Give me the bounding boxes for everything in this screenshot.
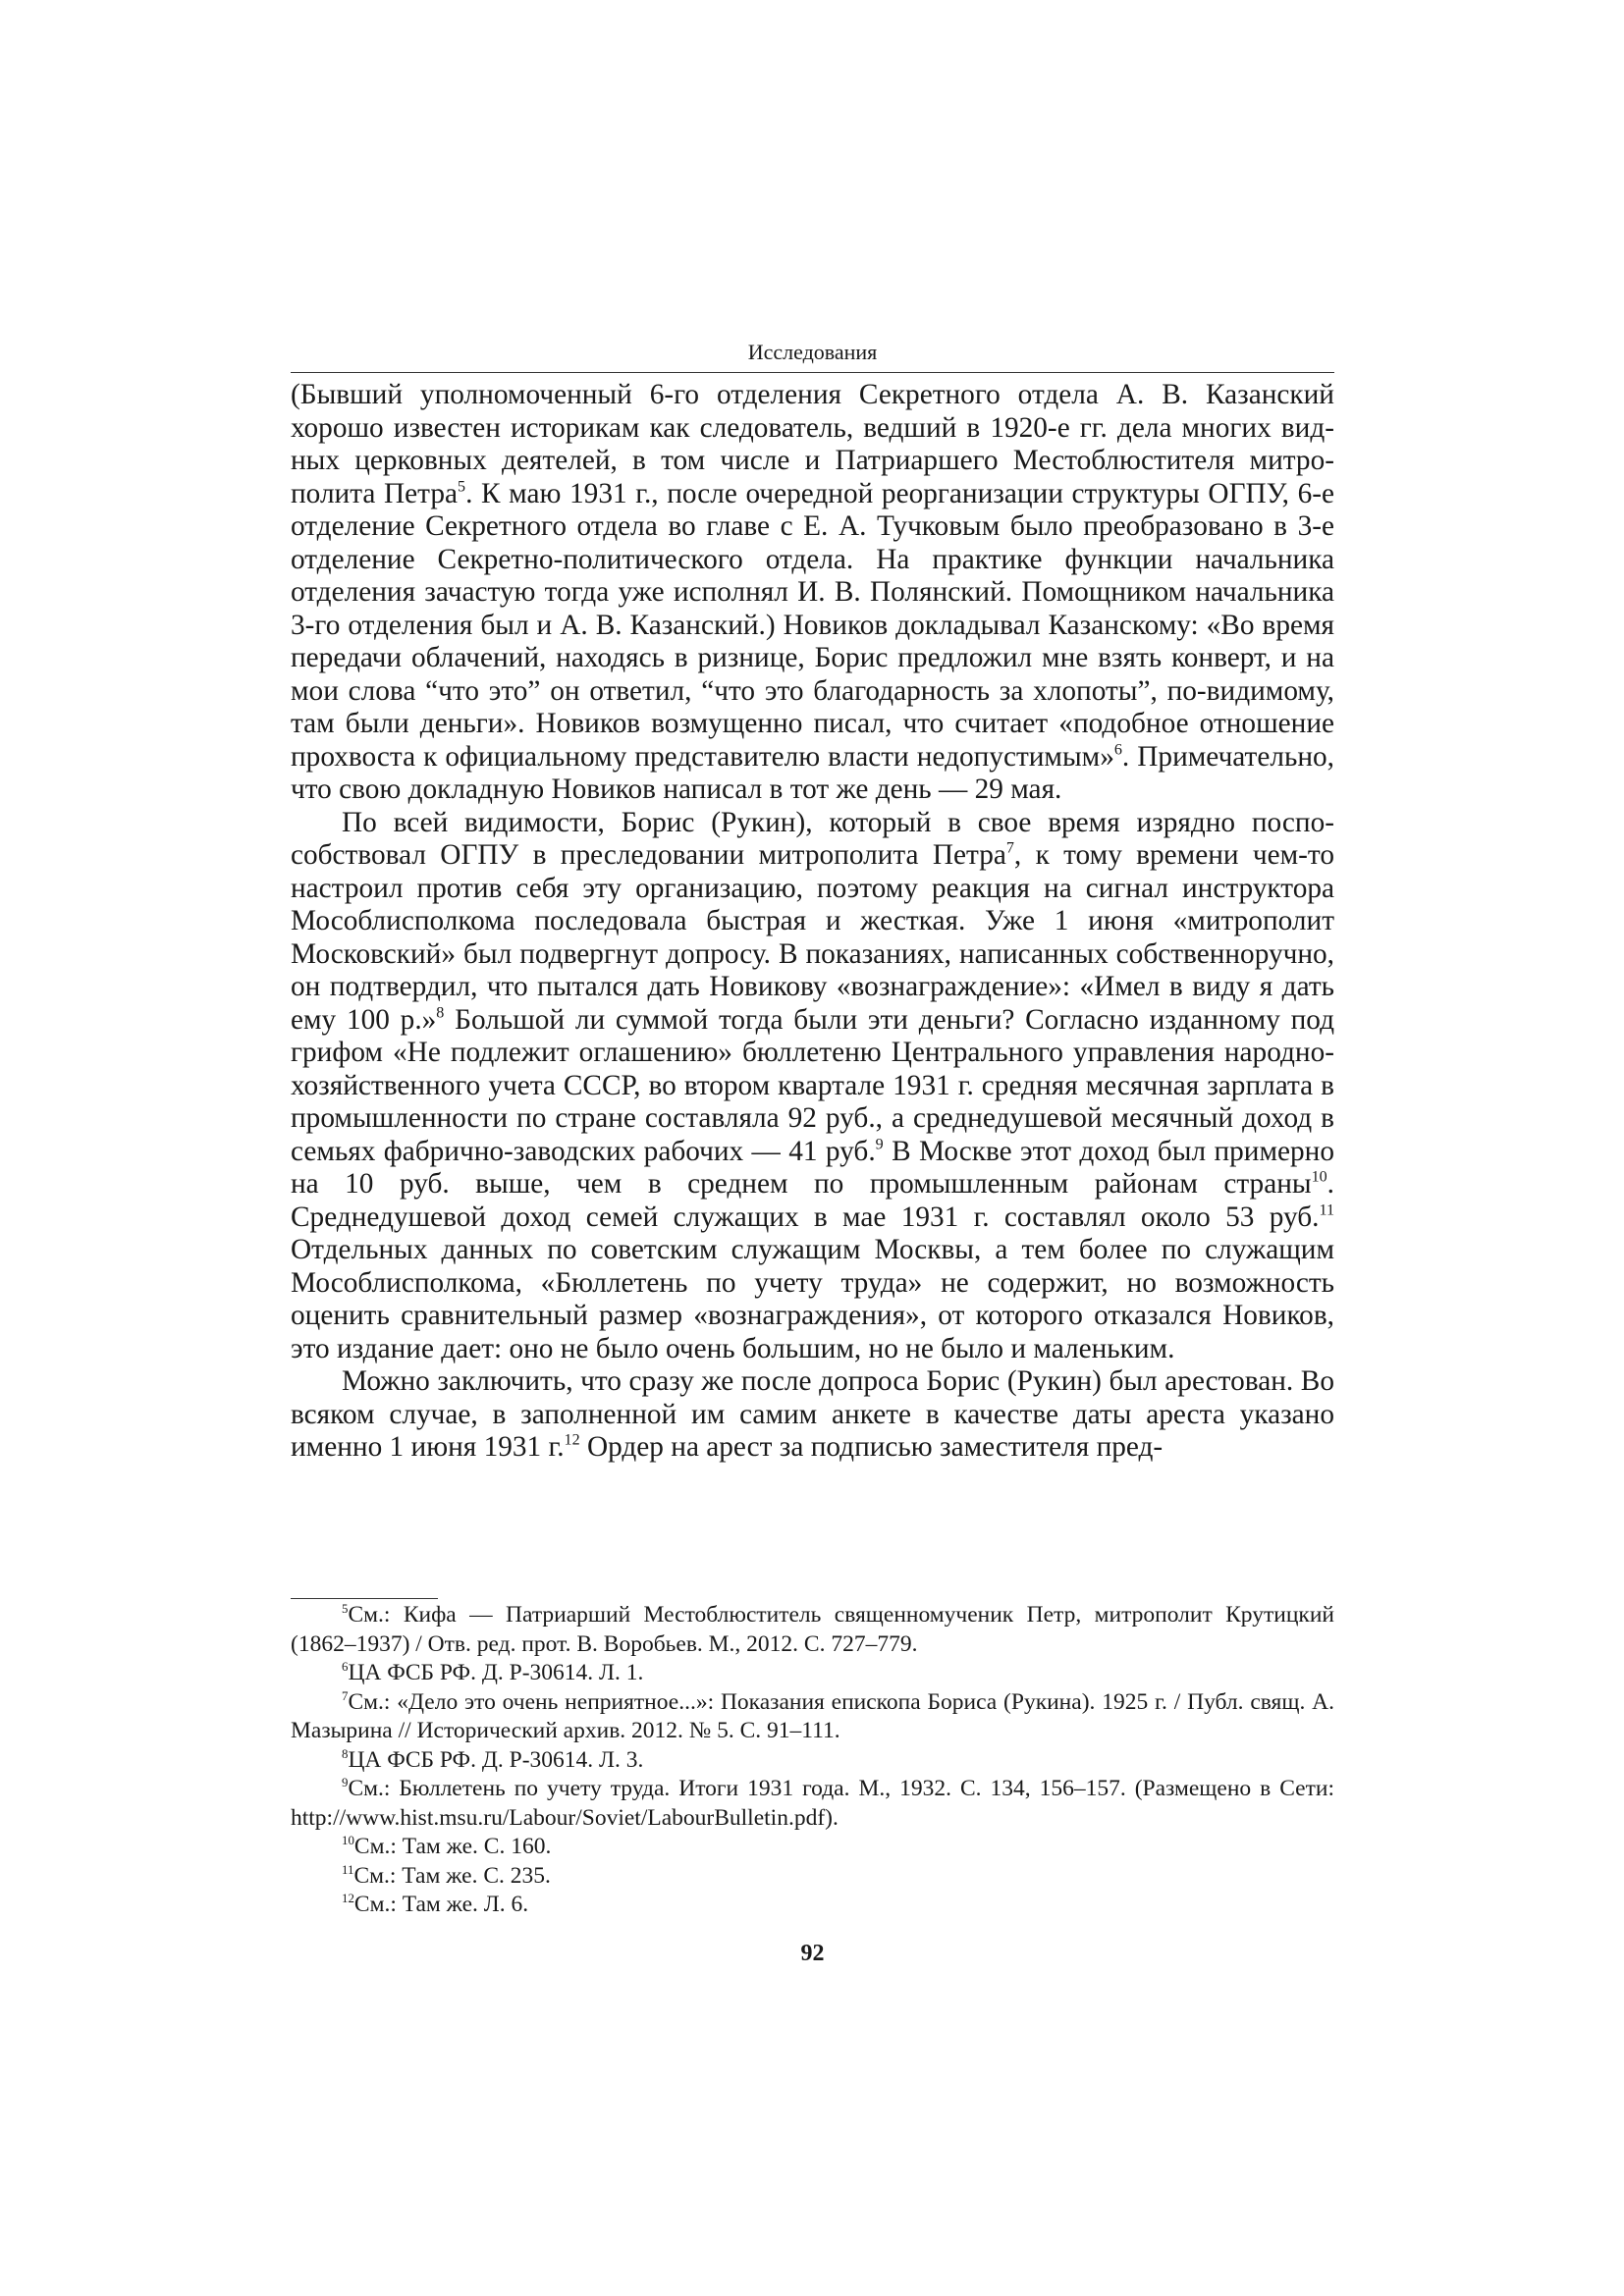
footnote-text: ЦА ФСБ РФ. Д. Р-30614. Л. 3.: [348, 1746, 644, 1773]
text-run: В Москве этот доход был примерно на 10 руб. выше, чем в среднем по промышленным районам страны: [291, 1135, 1334, 1200]
footnote: [291, 1862, 1334, 1892]
footnote: [291, 1746, 1334, 1776]
main-text: [291, 379, 1334, 1465]
footnote-number: 5: [342, 1600, 349, 1616]
footnote-number: 6: [342, 1658, 349, 1674]
footnote-ref-12: 12: [564, 1431, 580, 1449]
footnote-rule: [291, 1598, 438, 1599]
text-run: , к тому времени чем-то настроил против себя эту организацию, поэтому реакция на сигнал инструктора Мособлисполкома последовала быстрая и жесткая. Уже 1 июня «митрополит Московский» был подвергнут допросу. В показаниях, написанных собственноручно, он подтвердил, что пытался дать Новикову «вознаграждение»: «Имел в виду я дать ему 100 р.»: [291, 839, 1334, 1036]
footnote-number: 7: [342, 1687, 349, 1703]
paragraph-3: [291, 1365, 1334, 1465]
footnote: [291, 1601, 1334, 1659]
paragraph-2: [291, 807, 1334, 1366]
footnote: [291, 1891, 1334, 1920]
footnote-text: См.: Бюллетень по учету труда. Итоги 1931 года. М., 1932. С. 134, 156–157. (Размещено в Сети: http://www.hist.msu.ru/Labour/Soviet/LabourBulletin.pdf).: [291, 1776, 1334, 1831]
footnote-number: 12: [342, 1890, 354, 1905]
footnote-number: 8: [342, 1745, 349, 1761]
footnotes: [291, 1601, 1334, 1920]
text-run: . К маю 1931 г., после очередной реорганизации структуры ОГПУ, 6-е отделение Секретного отдела во главе с Е. А. Тучковым было преобразовано в 3-е отделение Секретно-политического отдела. На практике функции начальника отделения зачастую тогда уже исполнял И. В. Полянский. Помощником начальника 3-го отделения был и А. В. Казанский.) Новиков докладывал Казанскому: «Во время передачи облачений, находясь в ризнице, Борис предложил мне взять конверт, и на мои слова “что это” он ответил, “что это благодарность за хлопоты”, по-видимому, там были деньги». Новиков возмущенно писал, что считает «подобное отношение прохвоста к официальному представителю власти недопустимым»: [291, 477, 1334, 773]
text-run: По всей видимости, Борис (Рукин), который в свое время изрядно поспособствовал ОГПУ в преследовании митрополита Петра: [291, 806, 1334, 871]
footnote: [291, 1688, 1334, 1746]
footnote-ref-11: 11: [1319, 1201, 1334, 1219]
text-run: (Бывший уполномоченный 6-го отделения Секретного отдела А. В. Казанский хорошо известен историкам как следователь, ведший в 1920-е гг. дела многих видных церковных деятелей, в том числе и Патриаршего Местоблюстителя митрополита Петра: [291, 379, 1334, 509]
footnote: [291, 1659, 1334, 1688]
footnote-text: См.: «Дело это очень неприятное...»: Показания епископа Бориса (Рукина). 1925 г. / Публ. свящ. А. Мазырина // Исторический архив. 2012. № 5. С. 91–111.: [291, 1688, 1334, 1743]
footnote-ref-5: 5: [458, 478, 466, 496]
text-run: . Среднедушевой доход семей служащих в мае 1931 г. составлял около 53 руб.: [291, 1168, 1334, 1233]
footnote-ref-6: 6: [1113, 741, 1122, 759]
footnote: [291, 1775, 1334, 1833]
footnote-ref-7: 7: [1005, 839, 1014, 857]
footnote-number: 9: [342, 1774, 349, 1789]
footnote-text: См.: Там же. С. 235.: [353, 1862, 551, 1889]
footnote: [291, 1833, 1334, 1862]
footnote-text: ЦА ФСБ РФ. Д. Р-30614. Л. 1.: [348, 1660, 644, 1685]
footnote-ref-8: 8: [436, 1004, 445, 1022]
footnote-number: 11: [342, 1861, 354, 1877]
text-run: Ордер на арест за подписью заместителя пред-: [579, 1431, 1164, 1463]
header-rule: [291, 372, 1334, 373]
footnote-ref-9: 9: [875, 1136, 884, 1153]
page-number: 92: [800, 1941, 825, 1966]
text-run: . Примечательно, что свою докладную Новиков написал в тот же день — 29 мая.: [291, 740, 1334, 805]
paragraph-1: [291, 379, 1334, 807]
footnote-ref-10: 10: [1311, 1168, 1327, 1186]
footnote-number: 10: [342, 1832, 354, 1847]
text-run: Можно заключить, что сразу же после допроса Борис (Рукин) был арестован. Во всяком случае, в заполненной им самим анкете в качестве даты ареста указано именно 1 июня 1931 г.: [291, 1365, 1334, 1463]
footnote-text: См.: Там же. С. 160.: [353, 1834, 552, 1859]
text-run: Большой ли суммой тогда были эти деньги? Согласно изданному под грифом «Не подлежит оглашению» бюллетеню Центрального управления народно-хозяйственного учета СССР, во втором квартале 1931 г. средняя месячная зарплата в промышленности по стране составляла 92 руб., а среднедушевой месячный доход в семьях фабрично-заводских рабочих — 41 руб.: [291, 1003, 1334, 1167]
footnote-text: См.: Там же. Л. 6.: [353, 1892, 529, 1917]
footnote-text: См.: Кифа — Патриарший Местоблюститель священномученик Петр, митрополит Крутицкий (1862–1937) / Отв. ред. прот. В. Воробьев. М., 2012. С. 727–779.: [291, 1602, 1334, 1657]
running-head: Исследования: [747, 340, 878, 364]
text-run: Отдельных данных по советским служащим Москвы, а тем более по служащим Мособлисполкома, «Бюллетень по учету труда» не содержит, но возможность оценить сравнительный размер «вознаграждения», от которого отказался Новиков, это издание дает: оно не было очень большим, но не было и маленьким.: [291, 1234, 1334, 1364]
